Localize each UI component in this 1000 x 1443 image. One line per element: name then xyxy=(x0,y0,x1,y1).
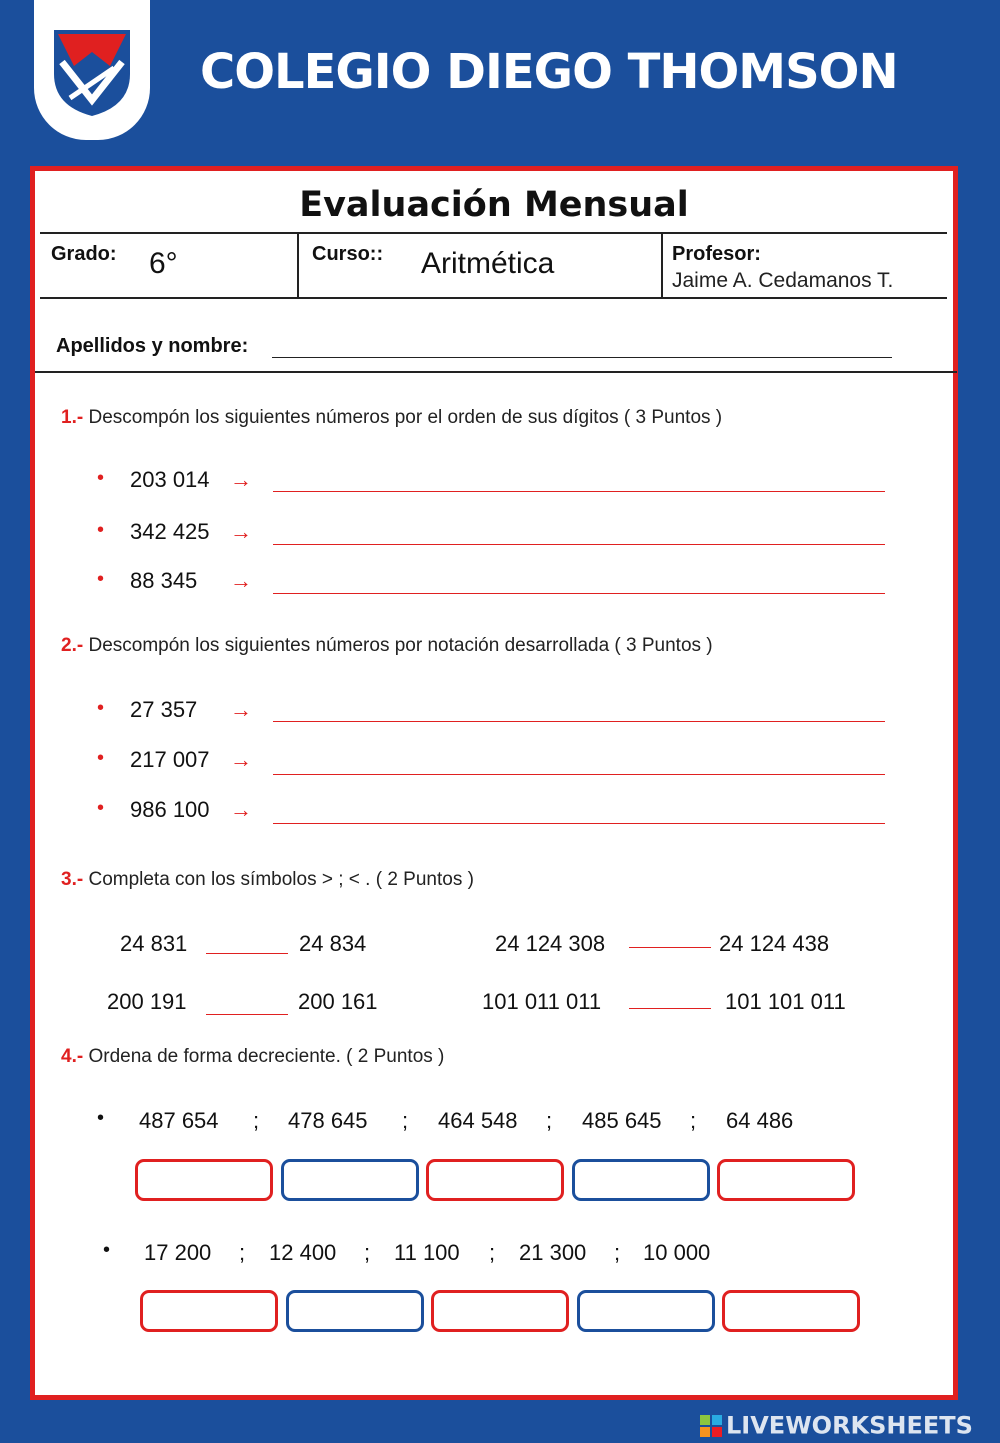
bullet: • xyxy=(97,1107,105,1129)
q3-left-number: 24 124 308 xyxy=(495,931,606,956)
q1-number-1: 203 014 xyxy=(130,467,210,492)
separator: ; xyxy=(253,1108,260,1133)
q1-number-2: 342 425 xyxy=(130,519,210,544)
arrow-icon: → xyxy=(230,797,252,822)
school-name: COLEGIO DIEGO THOMSON xyxy=(200,44,898,100)
header-divider xyxy=(40,297,947,299)
q3-right-number: 101 101 011 xyxy=(725,989,846,1014)
liveworksheets-watermark xyxy=(700,1410,973,1440)
bullet: • xyxy=(97,568,105,590)
arrow-icon: → xyxy=(230,697,252,722)
bullet: • xyxy=(97,697,105,719)
question-3-text: 3.- Completa con los símbolos > ; < . ( 2 Puntos ) xyxy=(61,869,474,890)
q3-right-number: 200 161 xyxy=(298,989,378,1014)
question-4-text: 4.- Ordena de forma decreciente. ( 2 Puntos ) xyxy=(61,1046,445,1067)
header-divider xyxy=(40,232,947,234)
separator: ; xyxy=(364,1240,371,1265)
q4-row2-number: 11 100 xyxy=(394,1240,460,1265)
liveworksheets-logo-icon xyxy=(700,1415,722,1437)
separator: ; xyxy=(402,1108,409,1133)
q4-row1-number: 487 654 xyxy=(139,1108,219,1133)
q1-answer-line-2[interactable] xyxy=(273,544,885,545)
q4-row1-answer-box-2[interactable] xyxy=(281,1159,419,1201)
separator: ; xyxy=(489,1240,496,1265)
q4-row2-number: 10 000 xyxy=(643,1240,711,1265)
column-divider xyxy=(297,232,299,299)
q4-row1-answer-box-1[interactable] xyxy=(135,1159,273,1201)
name-label: Apellidos y nombre: xyxy=(56,335,249,357)
q3-left-number: 200 191 xyxy=(107,989,187,1014)
arrow-icon: → xyxy=(230,568,252,593)
q4-row2-answer-box-2[interactable] xyxy=(286,1290,424,1332)
separator: ; xyxy=(614,1240,621,1265)
q4-row2-number: 21 300 xyxy=(519,1240,587,1265)
grado-label: Grado: xyxy=(51,243,117,265)
profesor-value: Jaime A. Cedamanos T. xyxy=(672,269,894,292)
q4-row1-number: 464 548 xyxy=(438,1108,518,1133)
evaluation-title: Evaluación Mensual xyxy=(299,185,689,225)
question-1-text: 1.- Descompón los siguientes números por el orden de sus dígitos ( 3 Puntos ) xyxy=(61,407,723,428)
bullet: • xyxy=(97,519,105,541)
name-input-line[interactable] xyxy=(272,357,892,358)
separator: ; xyxy=(546,1108,553,1133)
q3-right-number: 24 124 438 xyxy=(719,931,830,956)
q2-answer-line-3[interactable] xyxy=(273,823,885,824)
q4-row1-answer-box-3[interactable] xyxy=(426,1159,564,1201)
q3-left-number: 101 011 011 xyxy=(482,989,602,1014)
q4-row2-number: 17 200 xyxy=(144,1240,212,1265)
q1-number-3: 88 345 xyxy=(130,568,198,593)
form-divider xyxy=(35,371,957,373)
school-shield-logo xyxy=(34,0,150,140)
arrow-icon: → xyxy=(230,747,252,772)
q4-row1-answer-box-5[interactable] xyxy=(717,1159,855,1201)
grado-value: 6° xyxy=(149,247,178,280)
bullet: • xyxy=(103,1239,111,1261)
q4-row2-answer-box-1[interactable] xyxy=(140,1290,278,1332)
q3-symbol-blank[interactable] xyxy=(206,1014,288,1015)
q2-number-2: 217 007 xyxy=(130,747,210,772)
q4-row2-number: 12 400 xyxy=(269,1240,337,1265)
q4-row1-number: 485 645 xyxy=(582,1108,662,1133)
q4-row2-answer-box-5[interactable] xyxy=(722,1290,860,1332)
q4-row1-number: 64 486 xyxy=(726,1108,794,1133)
q4-row1-answer-box-4[interactable] xyxy=(572,1159,710,1201)
q4-row2-answer-box-3[interactable] xyxy=(431,1290,569,1332)
q2-answer-line-1[interactable] xyxy=(273,721,885,722)
separator: ; xyxy=(690,1108,697,1133)
q3-symbol-blank[interactable] xyxy=(629,1008,711,1009)
q2-number-1: 27 357 xyxy=(130,697,198,722)
q3-left-number: 24 831 xyxy=(120,931,188,956)
curso-label: Curso:: xyxy=(312,243,384,265)
arrow-icon: → xyxy=(230,467,252,492)
q2-answer-line-2[interactable] xyxy=(273,774,885,775)
q1-answer-line-1[interactable] xyxy=(273,491,885,492)
question-2-text: 2.- Descompón los siguientes números por notación desarrollada ( 3 Puntos ) xyxy=(61,635,713,656)
q3-right-number: 24 834 xyxy=(299,931,367,956)
bullet: • xyxy=(97,467,105,489)
curso-value: Aritmética xyxy=(421,247,555,280)
q2-number-3: 986 100 xyxy=(130,797,210,822)
shield-emblem-icon xyxy=(52,22,132,118)
column-divider xyxy=(661,232,663,299)
q4-row2-answer-box-4[interactable] xyxy=(577,1290,715,1332)
bullet: • xyxy=(97,797,105,819)
q4-row1-number: 478 645 xyxy=(288,1108,368,1133)
q1-answer-line-3[interactable] xyxy=(273,593,885,594)
watermark-text: LIVEWORKSHEETS xyxy=(726,1411,973,1440)
bullet: • xyxy=(97,747,105,769)
evaluation-sheet xyxy=(30,166,958,1400)
q3-symbol-blank[interactable] xyxy=(629,947,711,948)
separator: ; xyxy=(239,1240,246,1265)
arrow-icon: → xyxy=(230,519,252,544)
q3-symbol-blank[interactable] xyxy=(206,953,288,954)
profesor-label: Profesor: xyxy=(672,243,761,265)
